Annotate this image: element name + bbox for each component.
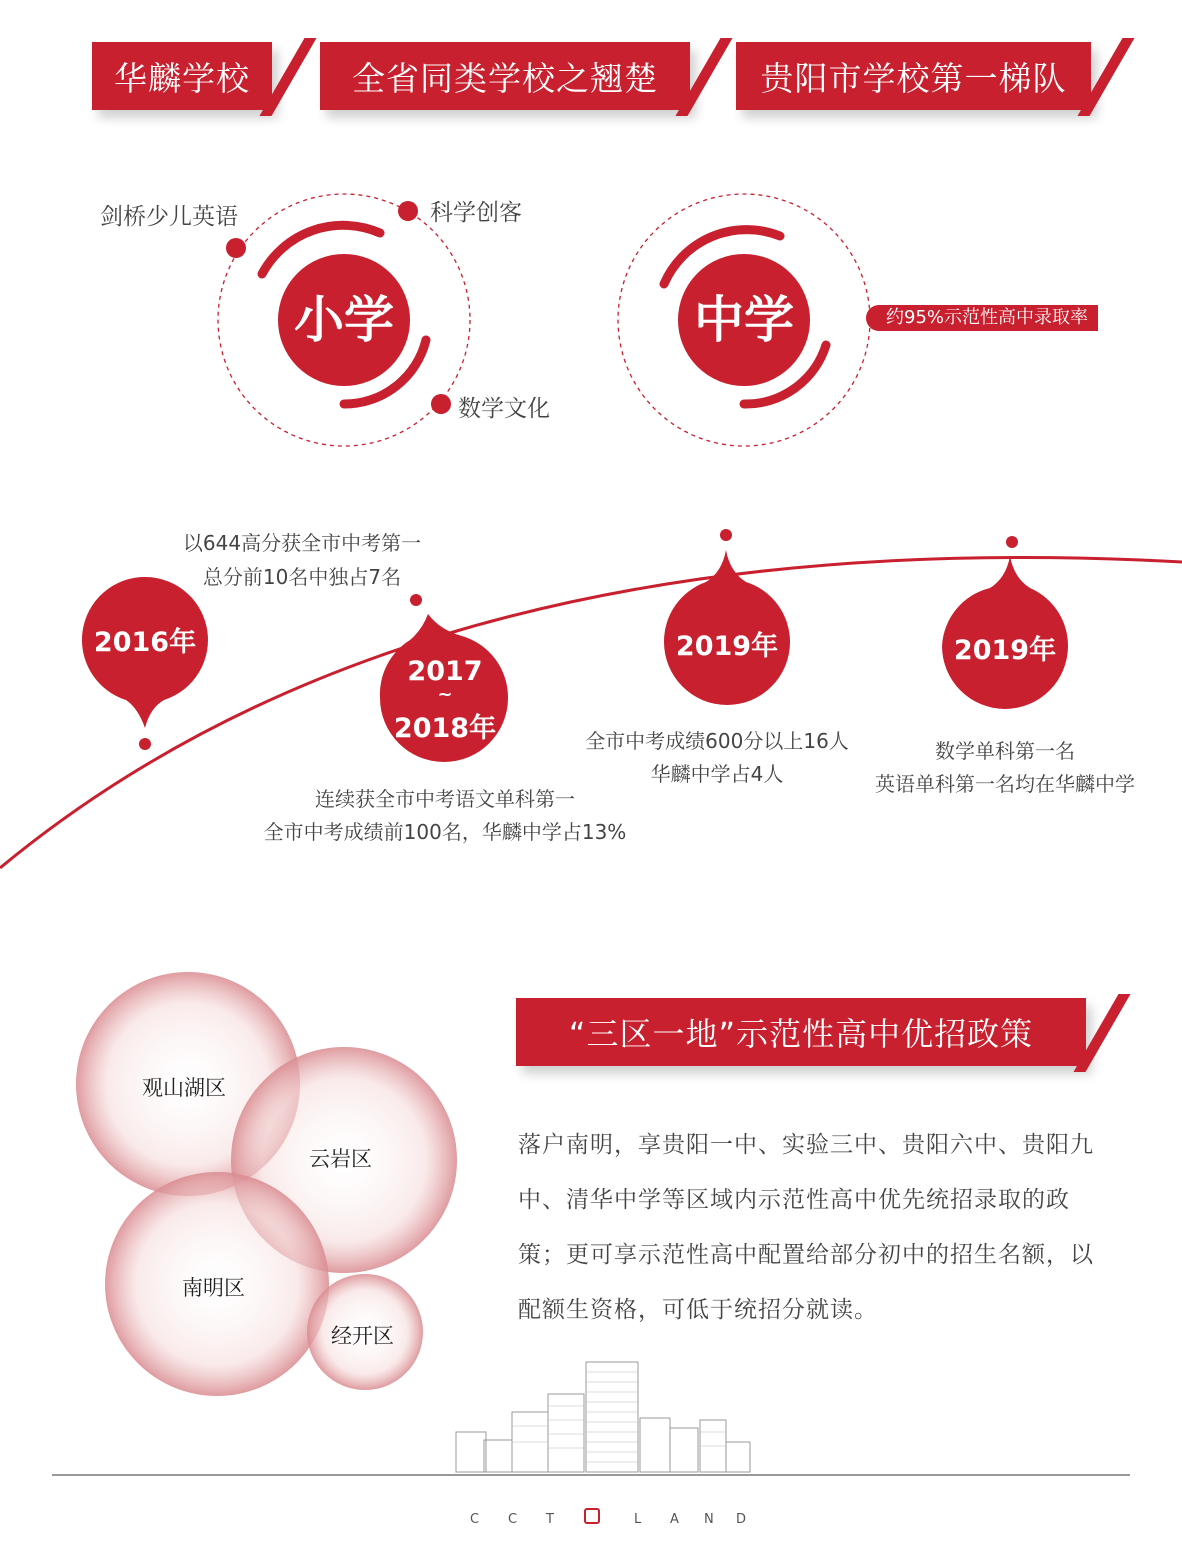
district-nanming: 南明区: [182, 1276, 245, 1300]
feature-science-maker: 科学创客: [430, 200, 522, 226]
middle-school-title: 中学: [694, 291, 794, 349]
timeline-year-2017: 2017: [407, 656, 483, 687]
timeline-year-2018: 2018年: [393, 713, 497, 744]
feature-cambridge-english: 剑桥少儿英语: [100, 204, 238, 230]
timeline-note: 全市中考成绩前100名，华麟中学占13%: [263, 820, 627, 844]
district-jingkai: 经开区: [331, 1324, 394, 1348]
banner-guiyang-first-tier: 贵阳市学校第一梯队: [736, 42, 1091, 110]
timeline-year-2016: 2016年: [93, 627, 197, 658]
timeline-note: 英语单科第一名均在华麟中学: [875, 772, 1135, 796]
footer-seal-icon: [584, 1508, 600, 1524]
district-circles-graphic: [60, 960, 480, 1410]
middle-school-admission-tag: 约95%示范性高中录取率: [866, 305, 1098, 331]
policy-body: 落户南明，享贵阳一中、实验三中、贵阳六中、贵阳九中、清华中学等区域内示范性高中优先统招录取的政策；更可享示范性高中配置给部分初中的招生名额，以配额生资格，可低于统招分就读。: [518, 1132, 1094, 1323]
banner-huailin-school: 华麟学校: [92, 42, 272, 110]
policy-title: “三区一地”示范性高中优招政策: [516, 998, 1086, 1066]
timeline-note: 数学单科第一名: [935, 739, 1075, 763]
footer-logo-letter: C: [508, 1512, 518, 1527]
footer-logo-letter: C: [470, 1512, 480, 1527]
footer-logo-letter: L: [634, 1512, 642, 1527]
district-yunyan: 云岩区: [309, 1147, 372, 1171]
timeline-note: 以644高分获全市中考第一: [182, 531, 422, 555]
footer-divider: [52, 1474, 1130, 1476]
footer-logo-letter: T: [546, 1512, 554, 1527]
feature-dot: [226, 238, 246, 258]
timeline-note: 华麟中学占4人: [650, 762, 784, 786]
feature-dot: [398, 201, 418, 221]
city-skyline-illustration: [440, 1356, 760, 1476]
banner-province-top: 全省同类学校之翘楚: [320, 42, 690, 110]
primary-school-title: 小学: [294, 291, 394, 349]
footer-logo-letter: D: [736, 1512, 747, 1527]
timeline-note: 全市中考成绩600分以上16人: [585, 729, 849, 753]
timeline-year-2019-a: 2019年: [675, 631, 779, 662]
timeline-note: 总分前10名中独占7名: [202, 565, 402, 589]
footer-logo-letter: A: [670, 1512, 679, 1527]
timeline-year-2019-b: 2019年: [953, 635, 1057, 666]
timeline-note: 连续获全市中考语文单科第一: [315, 787, 575, 811]
district-guanshanhu: 观山湖区: [142, 1076, 226, 1100]
feature-dot: [431, 394, 451, 414]
timeline-year-tilde: ~: [437, 684, 453, 705]
footer-logo-letter: N: [704, 1512, 714, 1527]
feature-math-culture: 数学文化: [458, 396, 550, 422]
